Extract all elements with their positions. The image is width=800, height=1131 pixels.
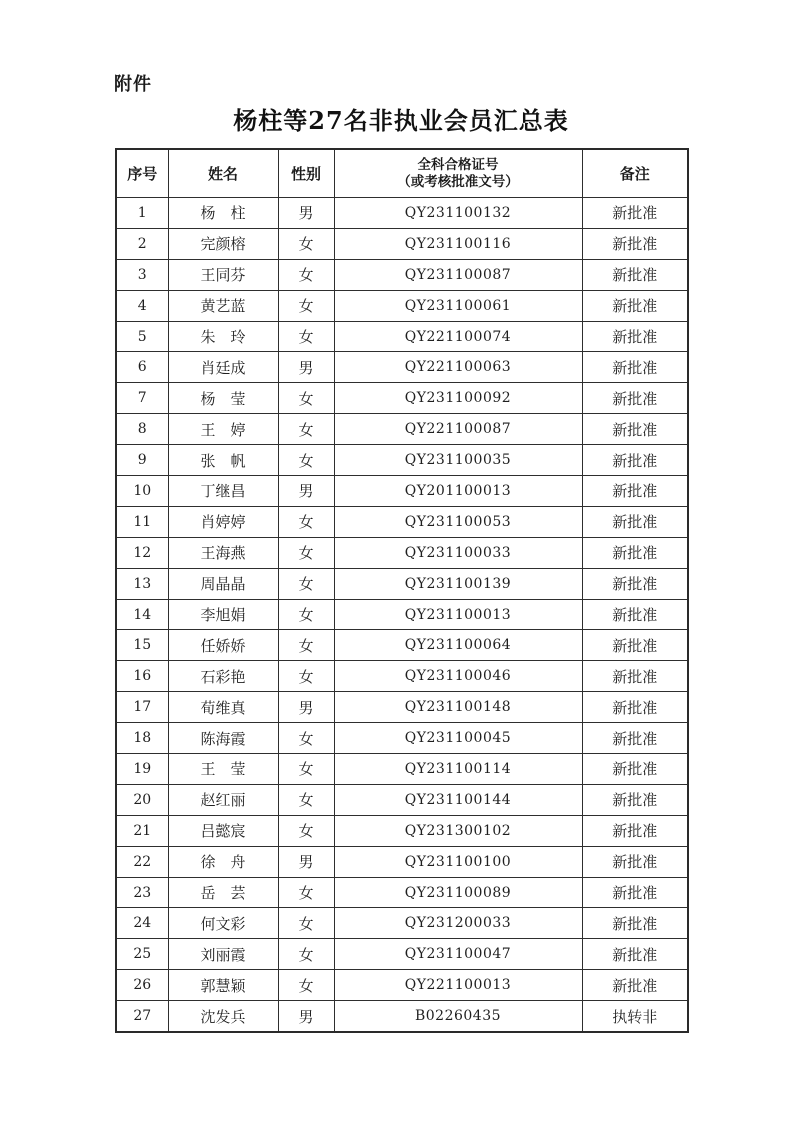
table-row [116,784,688,815]
table-row [116,198,688,229]
cell-name: 丁继昌 [168,476,278,507]
table-row [116,321,688,352]
table-row [116,692,688,723]
cell-index: 17 [116,692,168,723]
cell-certificate: QY201100013 [334,476,582,507]
cell-name: 肖廷成 [168,352,278,383]
cell-remark: 新批准 [582,939,688,970]
table-row [116,290,688,321]
table-row [116,414,688,445]
cell-remark: 新批准 [582,321,688,352]
cell-remark: 新批准 [582,290,688,321]
cell-certificate: B02260435 [334,1001,582,1032]
table-row [116,723,688,754]
table-row [116,846,688,877]
cell-name: 周晶晶 [168,568,278,599]
cell-index: 24 [116,908,168,939]
cell-certificate: QY231100092 [334,383,582,414]
attachment-label: 附件 [114,74,152,95]
cell-remark: 新批准 [582,506,688,537]
cell-name: 陈海霞 [168,723,278,754]
cell-index: 12 [116,537,168,568]
cell-index: 26 [116,970,168,1001]
cell-name: 郭慧颖 [168,970,278,1001]
cell-name: 吕懿宸 [168,815,278,846]
cell-remark: 新批准 [582,692,688,723]
cell-index: 9 [116,445,168,476]
cell-gender: 男 [278,692,334,723]
cell-gender: 女 [278,599,334,630]
cell-index: 14 [116,599,168,630]
cell-gender: 女 [278,661,334,692]
cell-gender: 女 [278,445,334,476]
header-remark: 备注 [582,149,688,198]
cell-name: 王同芬 [168,259,278,290]
cell-index: 16 [116,661,168,692]
table-row [116,1001,688,1032]
cell-certificate: QY231100114 [334,754,582,785]
cell-remark: 执转非 [582,1001,688,1032]
table-row [116,908,688,939]
cell-gender: 女 [278,568,334,599]
cell-gender: 男 [278,352,334,383]
cell-certificate: QY231200033 [334,908,582,939]
cell-remark: 新批准 [582,198,688,229]
member-table [115,148,689,1033]
cell-name: 王海燕 [168,537,278,568]
cell-remark: 新批准 [582,568,688,599]
cell-name: 李旭娟 [168,599,278,630]
cell-certificate: QY231100148 [334,692,582,723]
cell-name: 完颜榕 [168,228,278,259]
table-row [116,939,688,970]
cell-name: 沈发兵 [168,1001,278,1032]
cell-certificate: QY231100046 [334,661,582,692]
cell-gender: 女 [278,630,334,661]
cell-index: 7 [116,383,168,414]
cell-index: 1 [116,198,168,229]
table-row [116,661,688,692]
table-row [116,445,688,476]
cell-index: 2 [116,228,168,259]
table-header-row [116,149,688,198]
cell-certificate: QY231100089 [334,877,582,908]
cell-remark: 新批准 [582,661,688,692]
cell-index: 5 [116,321,168,352]
cell-gender: 女 [278,537,334,568]
table-row [116,877,688,908]
cell-gender: 女 [278,939,334,970]
table-row [116,228,688,259]
cell-remark: 新批准 [582,445,688,476]
table-row [116,476,688,507]
cell-gender: 女 [278,970,334,1001]
cell-index: 22 [116,846,168,877]
cell-index: 27 [116,1001,168,1032]
cell-gender: 女 [278,815,334,846]
cell-index: 3 [116,259,168,290]
header-certificate-line2: （或考核批准文号） [397,173,519,190]
cell-name: 张 帆 [168,445,278,476]
cell-gender: 女 [278,228,334,259]
table-row [116,815,688,846]
cell-remark: 新批准 [582,784,688,815]
cell-certificate: QY231100033 [334,537,582,568]
cell-gender: 女 [278,506,334,537]
cell-name: 王 莹 [168,754,278,785]
cell-certificate: QY231100047 [334,939,582,970]
cell-remark: 新批准 [582,599,688,630]
cell-certificate: QY231100013 [334,599,582,630]
cell-certificate: QY231100087 [334,259,582,290]
cell-name: 何文彩 [168,908,278,939]
cell-index: 25 [116,939,168,970]
cell-gender: 女 [278,784,334,815]
cell-gender: 女 [278,290,334,321]
cell-gender: 女 [278,754,334,785]
cell-remark: 新批准 [582,908,688,939]
cell-index: 10 [116,476,168,507]
cell-certificate: QY231100132 [334,198,582,229]
cell-certificate: QY231300102 [334,815,582,846]
cell-gender: 男 [278,476,334,507]
cell-gender: 男 [278,846,334,877]
cell-gender: 女 [278,877,334,908]
cell-name: 赵红丽 [168,784,278,815]
cell-index: 8 [116,414,168,445]
cell-certificate: QY231100035 [334,445,582,476]
cell-remark: 新批准 [582,970,688,1001]
table-row [116,537,688,568]
cell-remark: 新批准 [582,352,688,383]
cell-certificate: QY231100061 [334,290,582,321]
table-row [116,630,688,661]
cell-name: 王 婷 [168,414,278,445]
header-name: 姓名 [168,149,278,198]
cell-gender: 女 [278,321,334,352]
cell-certificate: QY221100063 [334,352,582,383]
cell-name: 徐 舟 [168,846,278,877]
cell-certificate: QY231100144 [334,784,582,815]
cell-certificate: QY231100139 [334,568,582,599]
cell-certificate: QY231100045 [334,723,582,754]
cell-name: 任娇娇 [168,630,278,661]
cell-gender: 女 [278,908,334,939]
cell-remark: 新批准 [582,815,688,846]
cell-gender: 女 [278,414,334,445]
cell-name: 荀维真 [168,692,278,723]
table-row [116,754,688,785]
cell-certificate: QY221100074 [334,321,582,352]
cell-remark: 新批准 [582,723,688,754]
cell-index: 19 [116,754,168,785]
cell-index: 18 [116,723,168,754]
cell-remark: 新批准 [582,754,688,785]
cell-remark: 新批准 [582,877,688,908]
cell-gender: 男 [278,1001,334,1032]
cell-index: 6 [116,352,168,383]
cell-index: 20 [116,784,168,815]
table-row [116,599,688,630]
cell-remark: 新批准 [582,414,688,445]
cell-gender: 女 [278,259,334,290]
cell-name: 黄艺蓝 [168,290,278,321]
header-gender: 性别 [278,149,334,198]
cell-name: 杨 柱 [168,198,278,229]
cell-certificate: QY231100116 [334,228,582,259]
cell-index: 21 [116,815,168,846]
cell-index: 11 [116,506,168,537]
cell-certificate: QY231100064 [334,630,582,661]
cell-gender: 女 [278,383,334,414]
table-row [116,568,688,599]
cell-certificate: QY221100087 [334,414,582,445]
page-title: 杨柱等27名非执业会员汇总表 [233,106,569,135]
cell-name: 朱 玲 [168,321,278,352]
cell-index: 13 [116,568,168,599]
header-certificate-line1: 全科合格证号 [417,156,499,173]
cell-gender: 女 [278,723,334,754]
cell-gender: 男 [278,198,334,229]
table-row [116,970,688,1001]
cell-remark: 新批准 [582,476,688,507]
cell-name: 刘丽霞 [168,939,278,970]
cell-remark: 新批准 [582,383,688,414]
cell-index: 23 [116,877,168,908]
cell-certificate: QY221100013 [334,970,582,1001]
cell-remark: 新批准 [582,630,688,661]
table-row [116,506,688,537]
table-row [116,352,688,383]
cell-name: 杨 莹 [168,383,278,414]
cell-remark: 新批准 [582,537,688,568]
cell-remark: 新批准 [582,846,688,877]
cell-remark: 新批准 [582,259,688,290]
cell-certificate: QY231100053 [334,506,582,537]
cell-index: 15 [116,630,168,661]
cell-name: 岳 芸 [168,877,278,908]
table-row [116,259,688,290]
header-index: 序号 [116,149,168,198]
table-row [116,383,688,414]
cell-index: 4 [116,290,168,321]
cell-certificate: QY231100100 [334,846,582,877]
header-certificate [334,149,582,198]
cell-name: 石彩艳 [168,661,278,692]
cell-name: 肖婷婷 [168,506,278,537]
cell-remark: 新批准 [582,228,688,259]
member-table-body [116,198,688,1033]
